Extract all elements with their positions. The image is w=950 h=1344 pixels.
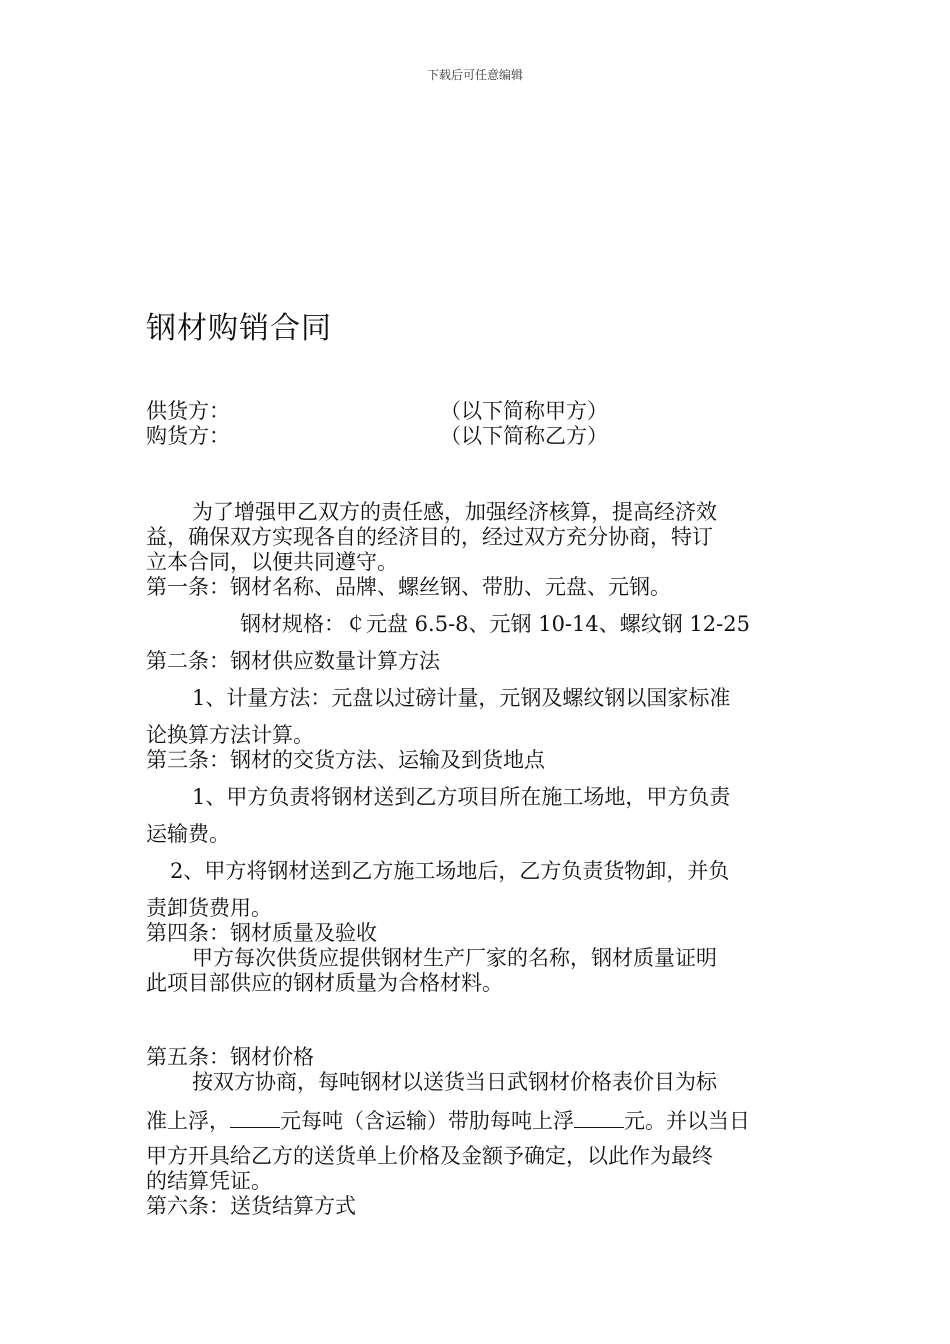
article-3-item-2a: 2、甲方将钢材送到乙方施工场地后，乙方负责货物卸，并负 [170,859,730,883]
contract-title: 钢材购销合同 [146,311,332,346]
article-5-para-3: 甲方开具给乙方的送货单上价格及金额予确定，以此作为最终 [146,1144,713,1168]
article-2-para-1: 1、计量方法：元盘以过磅计量，元钢及螺纹钢以国家标准 [192,686,731,710]
buyer-label: 购货方： [146,424,230,448]
article-2-para-2: 论换算方法计算。 [146,723,314,747]
intro-line-3: 立本合同，以便共同遵守。 [146,550,398,574]
article-5-text-a: 准上浮， [146,1109,230,1133]
article-1-spec: 钢材规格：￠元盘 6.5-8、元钢 10-14、螺纹钢 12-25 [240,612,750,636]
article-6-title: 第六条：送货结算方式 [146,1194,356,1218]
article-3-item-2b: 责卸货费用。 [146,896,272,920]
article-4-para-2: 此项目部供应的钢材质量为合格材料。 [146,971,503,995]
page-header-note: 下载后可任意编辑 [426,68,523,82]
article-3-item-1b: 运输费。 [146,822,230,846]
supplier-label: 供货方： [146,399,230,423]
article-5-para-4: 的结算凭证。 [146,1169,272,1193]
article-5-text-c: 元。并以当日 [624,1109,750,1133]
intro-line-1: 为了增强甲乙双方的责任感，加强经济核算，提高经济效 [192,500,717,524]
supplier-note: （以下简称甲方） [440,399,608,423]
article-5-para-2 [146,1107,750,1134]
price-blank-2 [574,1107,624,1128]
article-1-title: 第一条：钢材名称、品牌、螺丝钢、带肋、元盘、元钢。 [146,575,671,599]
article-3-item-1a: 1、甲方负责将钢材送到乙方项目所在施工场地，甲方负责 [192,785,731,809]
price-blank-1 [230,1107,280,1128]
article-5-para-1: 按双方协商，每吨钢材以送货当日武钢材价格表价目为标 [192,1070,717,1094]
article-3-title: 第三条：钢材的交货方法、运输及到货地点 [146,748,545,772]
buyer-note: （以下简称乙方） [440,424,608,448]
article-4-para-1: 甲方每次供货应提供钢材生产厂家的名称，钢材质量证明 [192,946,717,970]
article-5-title: 第五条：钢材价格 [146,1045,314,1069]
intro-line-2: 益，确保双方实现各自的经济目的，经过双方充分协商，特订 [146,525,713,549]
article-5-text-b: 元每吨（含运输）带肋每吨上浮 [280,1109,574,1133]
article-4-title: 第四条：钢材质量及验收 [146,921,377,945]
article-2-title: 第二条：钢材供应数量计算方法 [146,649,440,673]
